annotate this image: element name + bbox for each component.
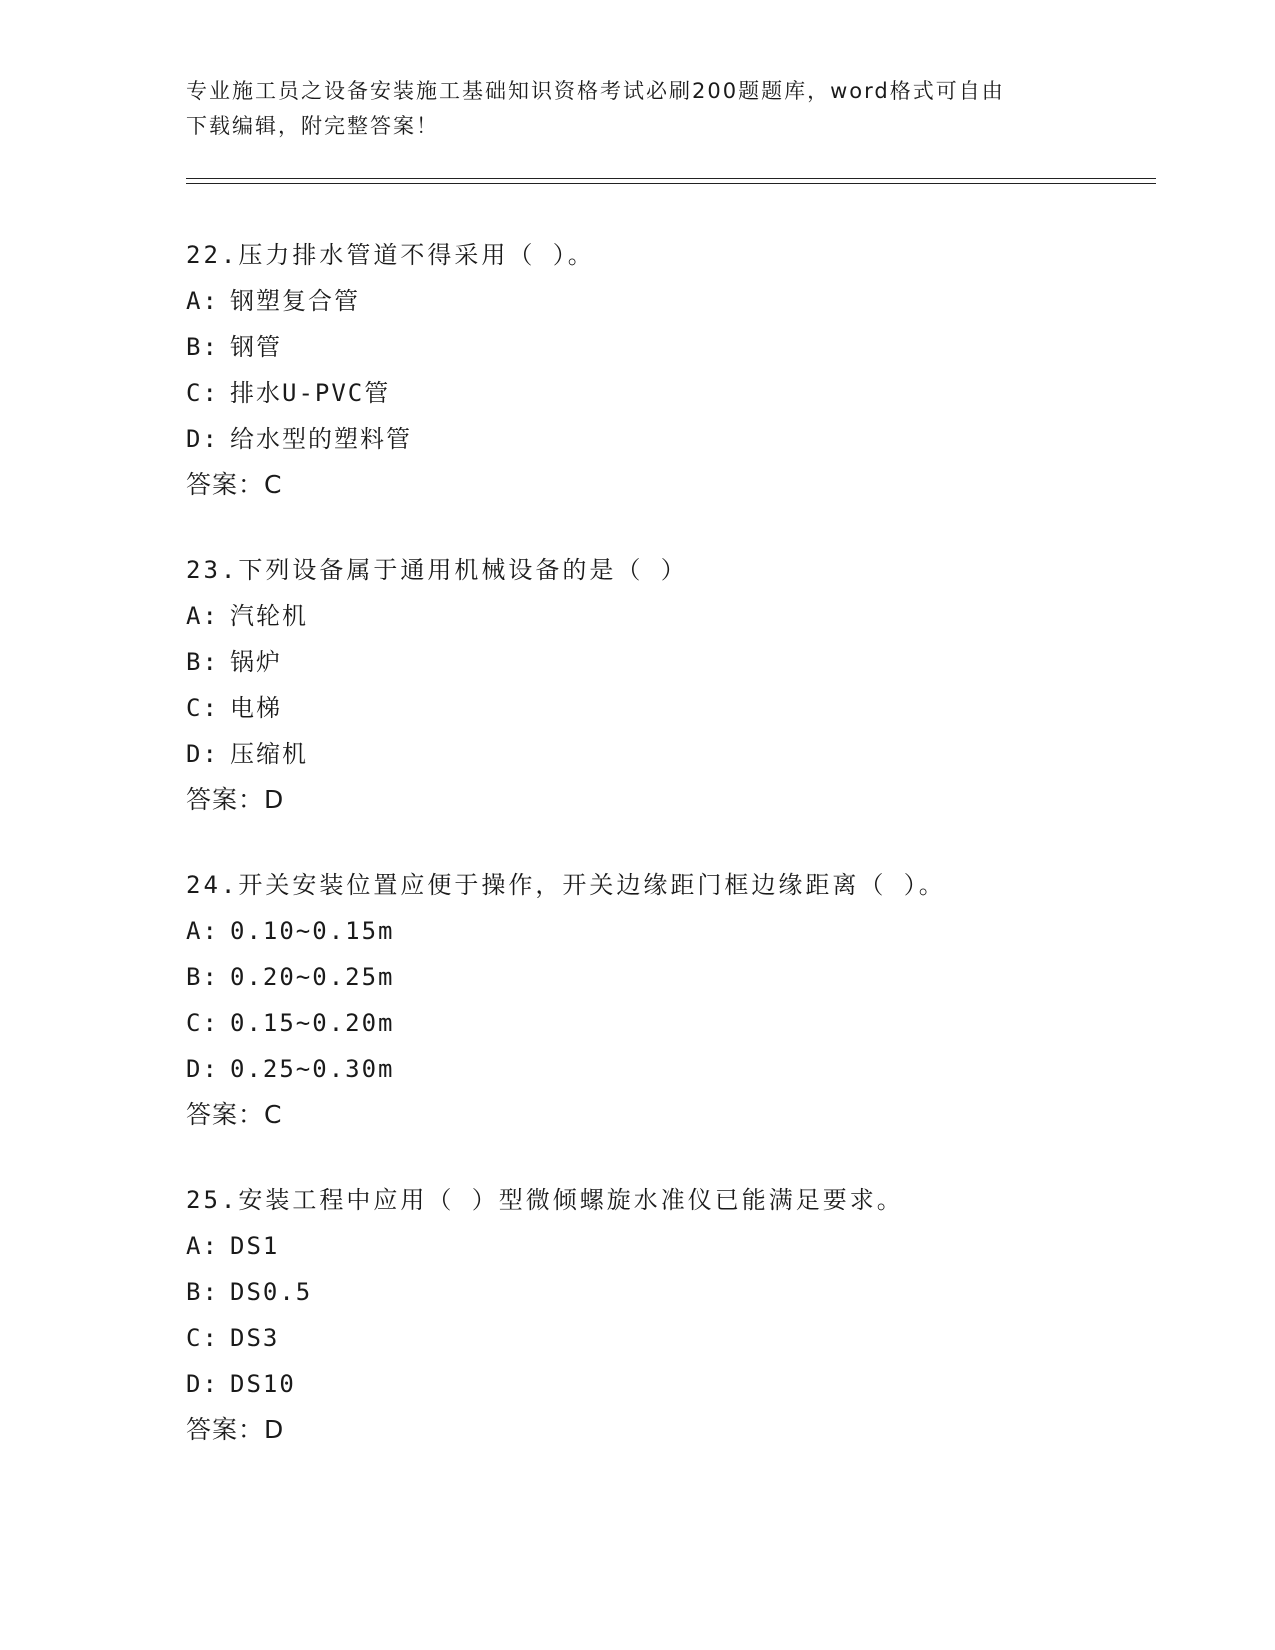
option-text: 0.10~0.15m bbox=[230, 917, 395, 945]
question-stem: 22.压力排水管道不得采用（ ）。 bbox=[186, 241, 595, 269]
question-stem: 24.开关安装位置应便于操作，开关边缘距门框边缘距离（ ）。 bbox=[186, 871, 946, 899]
option-text: DS10 bbox=[230, 1370, 296, 1398]
option-letter: D: bbox=[186, 1370, 219, 1398]
option-text: 0.20~0.25m bbox=[230, 963, 395, 991]
option-a bbox=[186, 278, 1156, 324]
header-line-2: 下载编辑，附完整答案！ bbox=[186, 114, 439, 138]
option-letter: D: bbox=[186, 425, 219, 453]
option-letter: C: bbox=[186, 694, 219, 722]
option-text: 0.15~0.20m bbox=[230, 1009, 395, 1037]
header-line-1: 专业施工员之设备安装施工基础知识资格考试必刷200题题库，word格式可自由 bbox=[186, 79, 1005, 103]
option-a bbox=[186, 908, 1156, 954]
option-letter: D: bbox=[186, 1055, 219, 1083]
option-text: 排水U-PVC管 bbox=[230, 379, 391, 407]
document-header bbox=[186, 74, 1076, 144]
option-b bbox=[186, 639, 1156, 685]
option-text: 汽轮机 bbox=[230, 602, 308, 630]
option-b bbox=[186, 1269, 1156, 1315]
option-letter: C: bbox=[186, 1324, 219, 1352]
option-b bbox=[186, 954, 1156, 1000]
option-text: 钢管 bbox=[230, 333, 282, 361]
option-c bbox=[186, 685, 1156, 731]
option-d bbox=[186, 416, 1156, 462]
option-letter: B: bbox=[186, 648, 219, 676]
question-24 bbox=[186, 862, 1156, 1138]
option-letter: A: bbox=[186, 287, 219, 315]
option-letter: A: bbox=[186, 917, 219, 945]
option-text: 锅炉 bbox=[230, 648, 282, 676]
header-divider-top bbox=[186, 178, 1156, 179]
answer-line: 答案：D bbox=[186, 1415, 285, 1444]
option-letter: B: bbox=[186, 963, 219, 991]
option-letter: B: bbox=[186, 1278, 219, 1306]
option-letter: A: bbox=[186, 602, 219, 630]
answer-line: 答案：C bbox=[186, 470, 283, 499]
option-text: 电梯 bbox=[230, 694, 282, 722]
option-a bbox=[186, 1223, 1156, 1269]
option-c bbox=[186, 1000, 1156, 1046]
option-b bbox=[186, 324, 1156, 370]
option-letter: B: bbox=[186, 333, 219, 361]
option-text: 0.25~0.30m bbox=[230, 1055, 395, 1083]
option-letter: A: bbox=[186, 1232, 219, 1260]
option-text: DS1 bbox=[230, 1232, 280, 1260]
option-a bbox=[186, 593, 1156, 639]
option-text: 压缩机 bbox=[230, 740, 308, 768]
option-text: 钢塑复合管 bbox=[230, 287, 360, 315]
option-letter: C: bbox=[186, 379, 219, 407]
option-c bbox=[186, 370, 1156, 416]
option-d bbox=[186, 1361, 1156, 1407]
option-d bbox=[186, 1046, 1156, 1092]
answer-line: 答案：C bbox=[186, 1100, 283, 1129]
header-divider-bottom bbox=[186, 183, 1156, 184]
option-c bbox=[186, 1315, 1156, 1361]
question-stem: 25.安装工程中应用（ ）型微倾螺旋水准仪已能满足要求。 bbox=[186, 1186, 904, 1214]
option-letter: D: bbox=[186, 740, 219, 768]
answer-line: 答案：D bbox=[186, 785, 285, 814]
question-25 bbox=[186, 1177, 1156, 1453]
question-stem: 23.下列设备属于通用机械设备的是（ ） bbox=[186, 556, 688, 584]
option-text: DS0.5 bbox=[230, 1278, 313, 1306]
option-text: DS3 bbox=[230, 1324, 280, 1352]
option-d bbox=[186, 731, 1156, 777]
question-22 bbox=[186, 232, 1156, 508]
option-text: 给水型的塑料管 bbox=[230, 425, 412, 453]
question-23 bbox=[186, 547, 1156, 823]
option-letter: C: bbox=[186, 1009, 219, 1037]
